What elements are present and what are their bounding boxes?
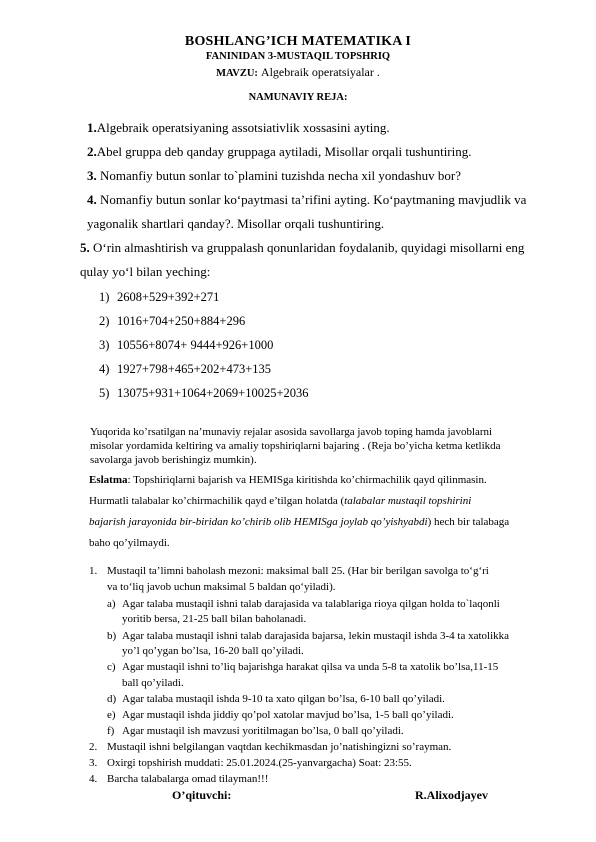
rule-1-sub-e: e) Agar mustaqil ishda jiddiy qo’pol xatolar mavjud bo’lsa, 1-5 ball qo’yiladi. [107,709,454,721]
rule-1-sub-b-continued: yo’l qo’ygan bo’lsa, 16-20 ball qo’yiladi. [122,645,304,657]
note-label: Eslatma [89,474,128,486]
rule-2: 2. Mustaqil ishni belgilangan vaqtdan kechikmasdan jo’natishingizni so’rayman. [89,741,452,753]
topic-value: Algebraik operatsiyalar . [260,65,380,79]
rule-4: 4. Barcha talabalarga omad tilayman!!! [89,773,269,785]
rule-3: 3. Oxirgi topshirish muddati: 25.01.2024.(25-yanvargacha) Soat: 23:55. [89,757,412,769]
question-3: 3. Nomanfiy butun sonlar to`plamini tuzishda necha xil yondashuv bor? [87,168,462,183]
question-5: 5. O‘rin almashtirish va gruppalash qonunlaridan foydalanib, quyidagi misollarni eng [80,240,525,255]
teacher-name: R.Alixodjayev [415,788,488,802]
warning-line-continued: bajarish jarayonida bir-biridan ko’chirib olib HEMISga joylab qo’yishyabdi) hech bir talabaga [89,516,510,528]
question-5-continued: qulay yo‘l bilan yeching: [80,264,211,279]
rule-1-sub-d: d) Agar talaba mustaqil ishda 9-10 ta xato qilgan bo’lsa, 6-10 ball qo’yiladi. [107,693,445,705]
plan-heading: NAMUNAVIY REJA: [248,92,348,103]
warning-line: Hurmatli talabalar ko’chirmachilik qayd e’tilgan holatda (talabalar mustaqil topshirini [89,495,472,507]
document-title: BOSHLANG’ICH MATEMATIKA I [184,34,412,49]
question-4: 4. Nomanfiy butun sonlar ko‘paytmasi ta’rifini ayting. Ko‘paytmaning mavjudlik va [87,192,527,207]
rule-1-sub-c: c) Agar mustaqil ishni to’liq bajarishga harakat qilsa va unda 5-8 ta xatolik bo’lsa,11-15 [107,661,499,673]
instruction-line: misolar yordamida keltiring va amaliy topshiriqlarni bajaring . (Reja bo’yicha ketma ketlikda [90,440,501,452]
note-line: Eslatma: Topshiriqlarni bajarish va HEMISga kiritishda ko’chirmachilik qayd qilinmasin. [89,474,487,486]
rule-1: 1. Mustaqil ta’limni baholash mezoni: maksimal ball 25. (Har bir berilgan savolga to‘g‘ri [89,565,489,577]
exercise-5: 5) 13075+931+1064+2069+10025+2036 [99,386,309,400]
document-subtitle: FANINIDAN 3-MUSTAQIL TOPSHRIQ [205,51,391,62]
exercise-2: 2) 1016+704+250+884+296 [99,314,246,328]
exercise-4: 4) 1927+798+465+202+473+135 [99,362,271,376]
question-1: 1.Algebraik operatsiyaning assotsiativlik xossasini ayting. [87,120,390,135]
rule-1-continued: va to‘liq javob uchun maksimal 5 baldan qo‘yiladi). [107,581,336,593]
exercise-3: 3) 10556+8074+ 9444+926+1000 [99,338,274,352]
instruction-line: Yuqorida ko’rsatilgan na’munaviy rejalar asosida savollarga javob toping hamda javoblarni [90,426,493,438]
question-4-continued: yagonalik shartlari qanday?. Misollar orqali tushuntiring. [87,216,385,231]
rule-1-sub-a: a) Agar talaba mustaqil ishni talab darajasida va talablariga rioya qilgan holda to`laqonli [107,598,500,610]
rule-1-sub-f: f) Agar mustaqil ish mavzusi yoritilmagan bo’lsa, 0 ball qo’yiladi. [107,725,404,737]
topic-line [0,65,596,80]
teacher-label: O’qituvchi: [172,788,232,802]
question-2: 2.Abel gruppa deb qanday gruppaga aytiladi, Misollar orqali tushuntiring. [87,144,472,159]
warning-line-end: baho qo’yilmaydi. [89,537,170,549]
exercise-1: 1) 2608+529+392+271 [99,290,220,304]
topic-label: MAVZU: [216,68,258,79]
rule-1-sub-a-continued: yoritib bersa, 21-25 ball bilan baholanadi. [122,613,307,625]
rule-1-sub-b: b) Agar talaba mustaqil ishni talab darajasida bajarsa, lekin mustaqil ishda 3-4 ta xatolikka [107,630,510,642]
rule-1-sub-c-continued: ball qo’yiladi. [122,677,184,689]
instruction-line: savolarga javob berishingiz mumkin). [90,454,257,466]
